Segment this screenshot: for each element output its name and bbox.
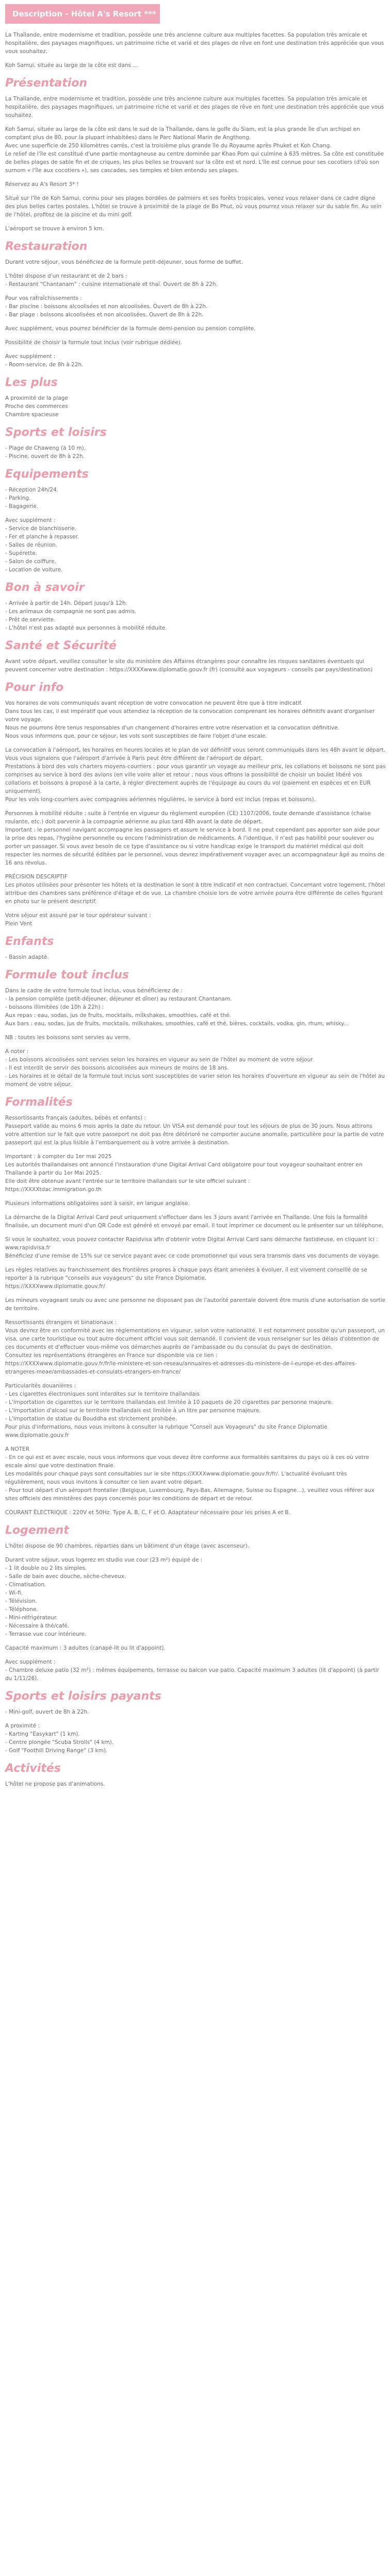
section-paragraph: Possibilité de choisir la formule tout inclus (voir rubrique dédiée).: [5, 340, 183, 346]
section-paragraph: La convocation à l'aéroport, les horaires en heures locales et le plan de vol définitif vous seront communiqués dans les 48h avant le départ. Vous vous signalons que l'aéroport d'arrivée à Paris peut être différent de l'aéroport de départ. Prestations à bord des vols charters moyens-courriers : pour vous garantir un voyage au meilleur prix, les collations et boissons ne sont pas comprises au service à bord des avions (en ville voire aller et retour ; nous vous offrons la possibilité de choisir un boulet libéré vos collations et boissons à proposé à la carte, à régler directement auprès de l'équipage au cours du vol (paiement en espèces et en EUR uniquement). Pour les vols long-courriers avec compagnies aériennes régulières, le service à bord est inclus (repas et boissons).: [5, 747, 386, 803]
section-heading: Bon à savoir: [5, 581, 85, 594]
section-paragraph: Les règles relatives au franchissement des frontières propres à chaque pays étant amenées à évoluer, il est vivement conseillé de se reporter à la rubrique "conseils aux voyageurs" du site France Diplomatie. https://XXXXwww.diplomatie.gouv.fr/: [5, 1267, 367, 1290]
section: [5, 376, 386, 419]
page-title: Description - Hôtel A's Resort ***: [12, 9, 156, 19]
section-paragraph: Avec supplément : - Chambre deluxe patio (32 m²) : mêmes équipements, terrasse ou balcon vue patio. Capacité maximum 3 adultes (lit d'appoint) (à partir du 1/11/26).: [5, 1659, 379, 1682]
section-paragraph: Koh Samui, située au large de la côte est dans le sud de la Thaïlande, dans le golfe du Siam, est la plus grande île d'un archipel en comptant plus de 80, pour la plupart inhabitées) dans le Parc National Marin de Angthong. Avec une superficie de 250 kilomètres carrés, c'est la troisième plus grande île du Royaume après Phuket et Koh Chang. Le relief de l'île est constitué d'une partie montagneuse au centre dominée par Khao Pom qui culmine à 635 mètres. Sa côte est constituée de belles plages de sable fin et de criques, les plus belles se trouvant sur la côte est et nord. L'île est connue pour ses cocotiers (d'où son surnom « l'île aux cocotiers »), ses cascades, ses temples et bien entendu ses plages.: [5, 126, 384, 174]
section-paragraph: - Réception 24h/24. - Parking. - Bagagerie.: [5, 487, 59, 510]
page-title-banner: [5, 4, 160, 24]
section-heading: Activités: [5, 1762, 61, 1775]
section-heading: Présentation: [5, 77, 88, 90]
section-paragraph: Avec supplément, vous pourrez bénéficier de la formule demi-pension ou pension complète.: [5, 326, 256, 332]
section-paragraph: Dans le cadre de votre formule tout inclus, vous bénéficierez de : - la pension complète (petit-déjeuner, déjeuner et dîner) au restaurant Chantanam. - boissons illimitées (de 10h à 22h) : Aux repas : eau, sodas, jus de fruits, mocktails, milkshakes, smoothies, café et thé. Aux bars : eau, sodas, jus de fruits, mocktails, milkshakes, smoothies, café et thé, bières, cocktails, vodka, gin, rhum, whisky...: [5, 988, 349, 1027]
section-paragraph: Si vous le souhaitez, vous pouvez contacter Rapidvisa afin d'obtenir votre Digital Arrival Card sans démarche fastidieuse, en cliquant ici : www.rapidvisa.fr Bénéficiez d'une remise de 15% sur ce service payant avec ce code promotionnel qui vous sera transmis dans vos documents de voyage.: [5, 1236, 380, 1259]
section-paragraph: Plusieurs informations obligatoires sont à saisir, en langue anglaise.: [5, 1200, 190, 1207]
section-paragraph: Votre séjour est assuré par le tour opérateur suivant : Plein Vent: [5, 912, 151, 927]
section: [5, 1690, 386, 1755]
section-heading: Equipements: [5, 468, 89, 481]
section-paragraph: L'hôtel dispose d'un restaurant et de 2 bars : - Restaurant "Chantanam" : cuisine internationale et thaï. Ouvert de 8h à 22h.: [5, 273, 218, 287]
section-paragraph: Les mineurs voyageant seuls ou avec une personne ne disposant pas de l'autorité parentale doivent être munis d'une autorisation de sortie de territoire.: [5, 1297, 387, 1312]
section-heading: Pour info: [5, 681, 64, 694]
section: [5, 1762, 386, 1788]
section: [5, 1096, 386, 1517]
section-paragraph: L'hôtel ne propose pas d'animations.: [5, 1781, 105, 1787]
section-paragraph: PRÉCISION DESCRIPTIF Les photos utilisées pour présenter les hôtels et la destination le sont à titre indicatif et non contractuel. Concernant votre logement, l'hôtel attribue des chambres sans préférence d'étage et de vue. La chambre choisie lors de votre arrivée pourra être différente de celles figurant en photo sur le présent descriptif.: [5, 874, 385, 905]
section: [5, 969, 386, 1089]
content: [5, 31, 386, 1794]
section-heading: Formalités: [5, 1096, 73, 1109]
section-paragraph: - Bassin adapté.: [5, 954, 49, 960]
section-paragraph: Avec supplément : - Service de blanchisserie. - Fer et planche à repasser. - Salles de réunion. - Supérette. - Salon de coiffure. - Location de voiture.: [5, 517, 79, 573]
section-paragraph: L'aéroport se trouve à environ 5 km.: [5, 226, 104, 232]
section-paragraph: Ressortissants français (adultes, bébés et enfants) : Passeport valide au moins 6 mois après la date du retour. Un VISA est demandé pour tout les séjours de plus de 30 jours. Nous attirons votre attention sur le fait que votre passeport ne doit pas être détérioré ne comporter aucune anomalie, particulière pour la partie de votre passeport qui est la plus lisible à l'embarquement ou à votre arrivée à destination.: [5, 1115, 384, 1146]
section-heading: Logement: [5, 1524, 69, 1537]
section-paragraph: Vos horaires de vols communiqués avant réception de votre convocation ne peuvent être que à titre indicatif. Dans tous les cas, il est impératif que vous attendiez la réception de la convocation comprenant les horaires définitifs avant d'organiser votre voyage. Nous ne pourrons être tenus responsables d'un changement d'horaires entre votre réservation et la convocation définitive. Nous vous informons que, pour ce séjour, les vols sont susceptibles de faire l'objet d'une escale.: [5, 700, 375, 739]
section-paragraph: - Arrivée à partir de 14h. Départ jusqu'à 12h. - Les animaux de compagnie ne sont pas admis. - Prêt de serviette. - L'hôtel n'est pas adapté aux personnes à mobilité réduite.: [5, 600, 167, 631]
section-paragraph: NB : toutes les boissons sont servies au verre.: [5, 1035, 131, 1041]
section: [5, 31, 386, 70]
section-paragraph: COURANT ÉLECTRIQUE : 220V et 50Hz. Type A, B, C, F et O. Adaptateur nécessaire pour les prises A et B.: [5, 1510, 290, 1516]
section-paragraph: La démarche de la Digital Arrival Card peut uniquement s'effectuer dans les 3 jours avant l'arrivée en Thaïlande. Une fois la formalité finalisée, un document muni d'un QR Code est généré et envoyé par email. Il tout imprimer ce document ou le présenter sur un téléphone.: [5, 1214, 384, 1229]
section-paragraph: - Plage de Chaweng (à 10 m). - Piscine, ouvert de 8h à 22h.: [5, 445, 86, 460]
section-paragraph: - Mini-golf, ouvert de 8h à 22h.: [5, 1709, 89, 1715]
section-paragraph: Personnes à mobilité réduite : suite à l'entrée en vigueur du règlement européen (CE) 1107/2006, toute demande d'assistance (chaise roulante, etc.) doit parvenir à la compagnie aérienne au plus tard 48h avant la date de départ. Important : le personnel navigant accompagne les passagers et assure le service à bord. Il ne peut cependant pas apporter son aide pour la prise des repas, l'hygiène personnelle ou encore l'administration de médicaments. A l'identique, il n'est pas habilité pour soulever ou porter un passager. Si vous avez besoin de ce type d'assistance ou si votre handicap exige le transport du matériel médical qui doit respecter les normes de sécurité éditées par le personnel, vous devrez impérativement voyager avec un accompagnateur âgé au moins de 16 ans révolus.: [5, 810, 385, 866]
section-paragraph: La Thaïlande, entre modernisme et tradition, possède une très ancienne culture aux multiples facettes. Sa population très amicale et hospitalière, des paysages magnifiques, un patrimoine riche et varié et des plages de rêve en font une destination très appréciée que vous vous souhaitez.: [5, 32, 386, 55]
section-paragraph: Avant votre départ, veuillez consulter le site du ministère des Affaires étrangères pour connaître les risques sanitaires éventuels qui peuvent concerner votre destination : https://XXXXwww.diplomatie.gouv.fr (fr) (consulté aux voyageurs - conseils par pays/destination): [5, 658, 373, 673]
section: [5, 581, 386, 632]
section-paragraph: Pour vos rafraîchissements : - Bar piscine : boissons alcoolisées et non alcoolisées. Ouvert de 8h à 22h. - Bar plage : boissons alcoolisées et non alcoolisées. Ouvert de 8h à 22h.: [5, 295, 208, 318]
section-heading: Enfants: [5, 935, 54, 948]
section: [5, 77, 386, 233]
section-heading: Sports et loisirs payants: [5, 1690, 161, 1703]
section-paragraph: Particularités douanières : - Les cigarettes électroniques sont interdites sur le territoire thaïlandais - L'importation de cigarettes sur le territoire thaïlandais est limitée à 10 paquets de 20 cigarettes par personne majeure. - L'importation d'alcool sur le territoire thaïlandais est limitée à un litre par personne majeure. - L'importation de statue du Bouddha est strictement prohibée. Pour plus d'informations, nous vous invitons à consulter la rubrique "Conseil aux Voyageurs" du site France Diplomatie www.diplomatie.gouv.fr: [5, 1383, 333, 1438]
section: [5, 426, 386, 461]
section-heading: Santé et Sécurité: [5, 639, 117, 652]
section-paragraph: A NOTER - En ce qui est et avec escale, nous vous informons que vous devez être conforme aux formalités sanitaires du pays où à ces où votre escale ainsi que votre destination finale. Les modalités pour chaque pays sont consultables sur le site https://XXXXwww.diplomatie.gouv.fr/fr/. L'actualité évoluant très régulièrement, nous vous invitons à consulter ce lien avant votre départ. - Pour tout départ d'un aéroport frontalier (Belgique, Luxembourg, Pays-Bas, Allemagne, Suisse ou Espagne...), veuillez vous référer aux sites officiels des ministères des pays concernés pour les conditions de départ et de retour.: [5, 1446, 374, 1502]
section-paragraph: L'hôtel dispose de 90 chambres, réparties dans un bâtiment d'un étage (avec ascenseur).: [5, 1543, 250, 1549]
section-paragraph: Capacité maximum : 3 adultes (canapé-lit ou lit d'appoint).: [5, 1645, 166, 1651]
section-paragraph: A proximité de la plage Proche des commerces Chambre spacieuse: [5, 395, 68, 418]
section: [5, 935, 386, 961]
section-paragraph: Réservez au A's Resort 3* !: [5, 181, 79, 188]
section-paragraph: A proximité : - Karting "Easykart" (1 km). - Centre plongée "Scuba Strolls" (4 km). - Golf "Foothill Driving Range" (3 km).: [5, 1723, 114, 1754]
section-heading: Formule tout inclus: [5, 969, 129, 981]
section-heading: Restauration: [5, 240, 88, 253]
section: [5, 1524, 386, 1683]
section: [5, 468, 386, 574]
section-heading: Sports et loisirs: [5, 426, 107, 439]
section-paragraph: La Thaïlande, entre modernisme et tradition, possède une très ancienne culture aux multiples facettes. Sa population très amicale et hospitalière, des paysages magnifiques, un patrimoine riche et varié et des plages de rêve en font une destination très appréciée que vous souhaitez.: [5, 96, 386, 118]
section-paragraph: Durant votre séjour, vous bénéficiez de la formule petit-déjeuner, sous forme de buffet.: [5, 259, 243, 265]
section: [5, 681, 386, 928]
section-paragraph: Koh Samui, située au large de la côte est dans ...: [5, 62, 138, 69]
section-paragraph: Ressortissants étrangers et binationaux : Vous devrez être en conformité avec les réglementations en vigueur, selon votre nationalité. Il est notamment possible qu'un passeport, un visa, une carte touristique ou tout autre document officiel vous soit demandé. Il convient de vous renseigner sur les délais d'obtention de ces documents et d'effectuer vous-même vos démarches auprès de l'ambassade ou du consulat du pays de destination. Consultez les représentations étrangères en France sur disponible via ce lien : https://XXXXwww.diplomatie.gouv.fr/fr/le-ministere-et-son-reseau/annuaires-et-adresses-du-ministere-de-l-europe-et-des-affaires-etrangeres-meae/ambassades-et-consulats-etrangers-en-france/: [5, 1319, 385, 1375]
section-paragraph: Durant votre séjour, vous logerez en studio vue cour (23 m²) équipé de : - 1 lit double ou 2 lits simples. - Salle de bain avec douche, sèche-cheveux. - Climatisation. - Wi-fi. - Télévision. - Téléphone. - Mini-réfrigérateur. - Nécessaire à thé/café. - Terrasse vue cour intérieure.: [5, 1557, 203, 1637]
section: [5, 639, 386, 674]
section-paragraph: Important : à compter du 1er mai 2025 Les autorités thaïlandaises ont annoncé l'instauration d'une Digital Arrival Card obligatoire pour tout voyageur souhaitant entrer en Thaïlande à partir du 1er Mai 2025. Elle doit être obtenue avant l'entrée sur le territoire thaïlandais sur le site officiel suivant : https://XXXXtdac.immigration.go.th: [5, 1154, 363, 1193]
section-paragraph: Situé sur l'île de Koh Samui, connu pour ses plages bordées de palmiers et ses forêts tropicales, venez vous relaxer dans ce cadre digne des plus belles cartes postales. L'hôtel se trouve à proximité de la plage de Bo Phut, où vous pourrez vous relaxer sur du sable fin. Au sein de l'hôtel, profitez de la piscine et du mini golf.: [5, 195, 383, 218]
section-paragraph: Avec supplément : - Room-service, de 8h à 22h.: [5, 353, 84, 368]
section-paragraph: A noter : - Les boissons alcoolisées sont servies selon les horaires en vigueur au sein de l'hôtel au moment de votre séjour. - Il est interdit de servir des boissons alcoolisées aux mineurs de moins de 18 ans. - Les horaires et le détail de la formule tout inclus sont susceptibles de varier selon les horaires d'ouverture en vigueur au sein de l'hôtel au moment de votre séjour.: [5, 1048, 385, 1088]
section: [5, 240, 386, 369]
section-heading: Les plus: [5, 376, 58, 389]
